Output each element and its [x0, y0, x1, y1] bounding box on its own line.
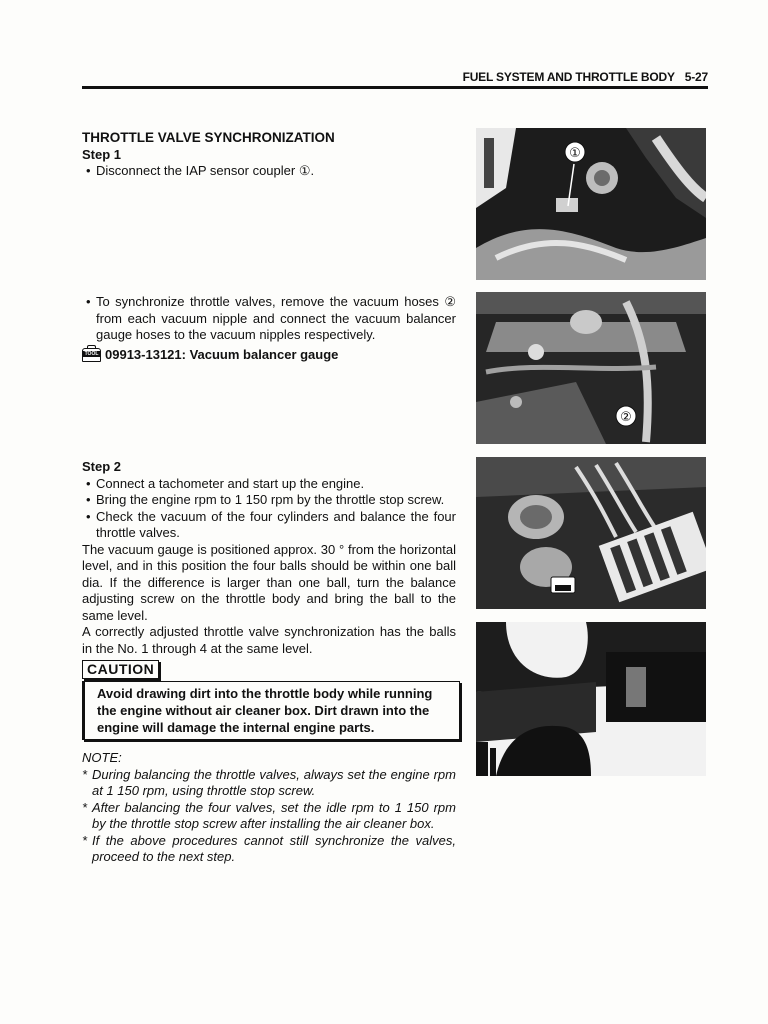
step1-block [82, 130, 456, 180]
step1-bullet-1: • Disconnect the IAP sensor coupler ①. [82, 163, 456, 180]
header-section: FUEL SYSTEM AND THROTTLE BODY [462, 70, 675, 84]
photo-iap-sensor-coupler [476, 128, 706, 280]
note-label: NOTE: [82, 750, 122, 765]
note-section [82, 750, 456, 866]
photo1-callout: ① [569, 146, 581, 161]
step2-bullet-1: • Connect a tachometer and start up the engine. [82, 476, 456, 493]
note-item-2: * After balancing the four valves, set the idle rpm to 1 150 rpm by the throttle stop screw after installing the air cleaner box. [82, 800, 456, 833]
step2-label: Step 2 [82, 459, 122, 474]
caution-section [82, 660, 456, 740]
photo-iap-graphic [476, 128, 706, 280]
step1-hoses-block [82, 294, 456, 363]
caution-box: Avoid drawing dirt into the throttle body while running the engine without air cleaner box. Dirt drawn into the engine will damage the internal engine parts. [82, 681, 460, 740]
tool-line [82, 347, 456, 364]
photo-gauge-graphic [476, 457, 706, 609]
step1-label: Step 1 [82, 146, 122, 162]
step2-paragraph-1: The vacuum gauge is positioned approx. 30 ° from the horizontal level, and in this position the four balls should be within one ball dia. If the difference is larger than one ball, turn the balance adjusting screw on the throttle body and bring the ball to the same level. [82, 541, 456, 623]
note-item-3: * If the above procedures cannot still synchronize the valves, proceed to the next step. [82, 833, 456, 866]
header-page-number: 5-27 [684, 70, 708, 84]
photo-vacuum-balancer-gauge [476, 457, 706, 609]
photo-hoses-graphic [476, 292, 706, 444]
step2-bullet-3: • Check the vacuum of the four cylinders and balance the four throttle valves. [82, 509, 456, 542]
header-rule [82, 86, 708, 89]
step2-paragraph-2: A correctly adjusted throttle valve synchronization has the balls in the No. 1 through 4 at the same level. [82, 624, 456, 656]
step1-bullet-2: • To synchronize throttle valves, remove the vacuum hoses ② from each vacuum nipple and connect the vacuum balancer gauge hoses to the vacuum nipples respectively. [82, 294, 456, 344]
section-title: THROTTLE VALVE SYNCHRONIZATION [82, 130, 335, 145]
photo-throttle-bodies [476, 622, 706, 776]
caution-label: CAUTION [82, 660, 159, 679]
tool-icon [82, 348, 101, 362]
step2-bullet-2: • Bring the engine rpm to 1 150 rpm by the throttle stop screw. [82, 492, 456, 509]
page-header [82, 70, 708, 84]
photo-vacuum-hoses [476, 292, 706, 444]
step2-block [82, 459, 456, 866]
tool-text: 09913-13121: Vacuum balancer gauge [105, 346, 339, 362]
note-item-1: * During balancing the throttle valves, always set the engine rpm at 1 150 rpm, using throttle stop screw. [82, 767, 456, 800]
photo2-callout: ② [620, 410, 632, 425]
photo-throttle-graphic [476, 622, 706, 776]
